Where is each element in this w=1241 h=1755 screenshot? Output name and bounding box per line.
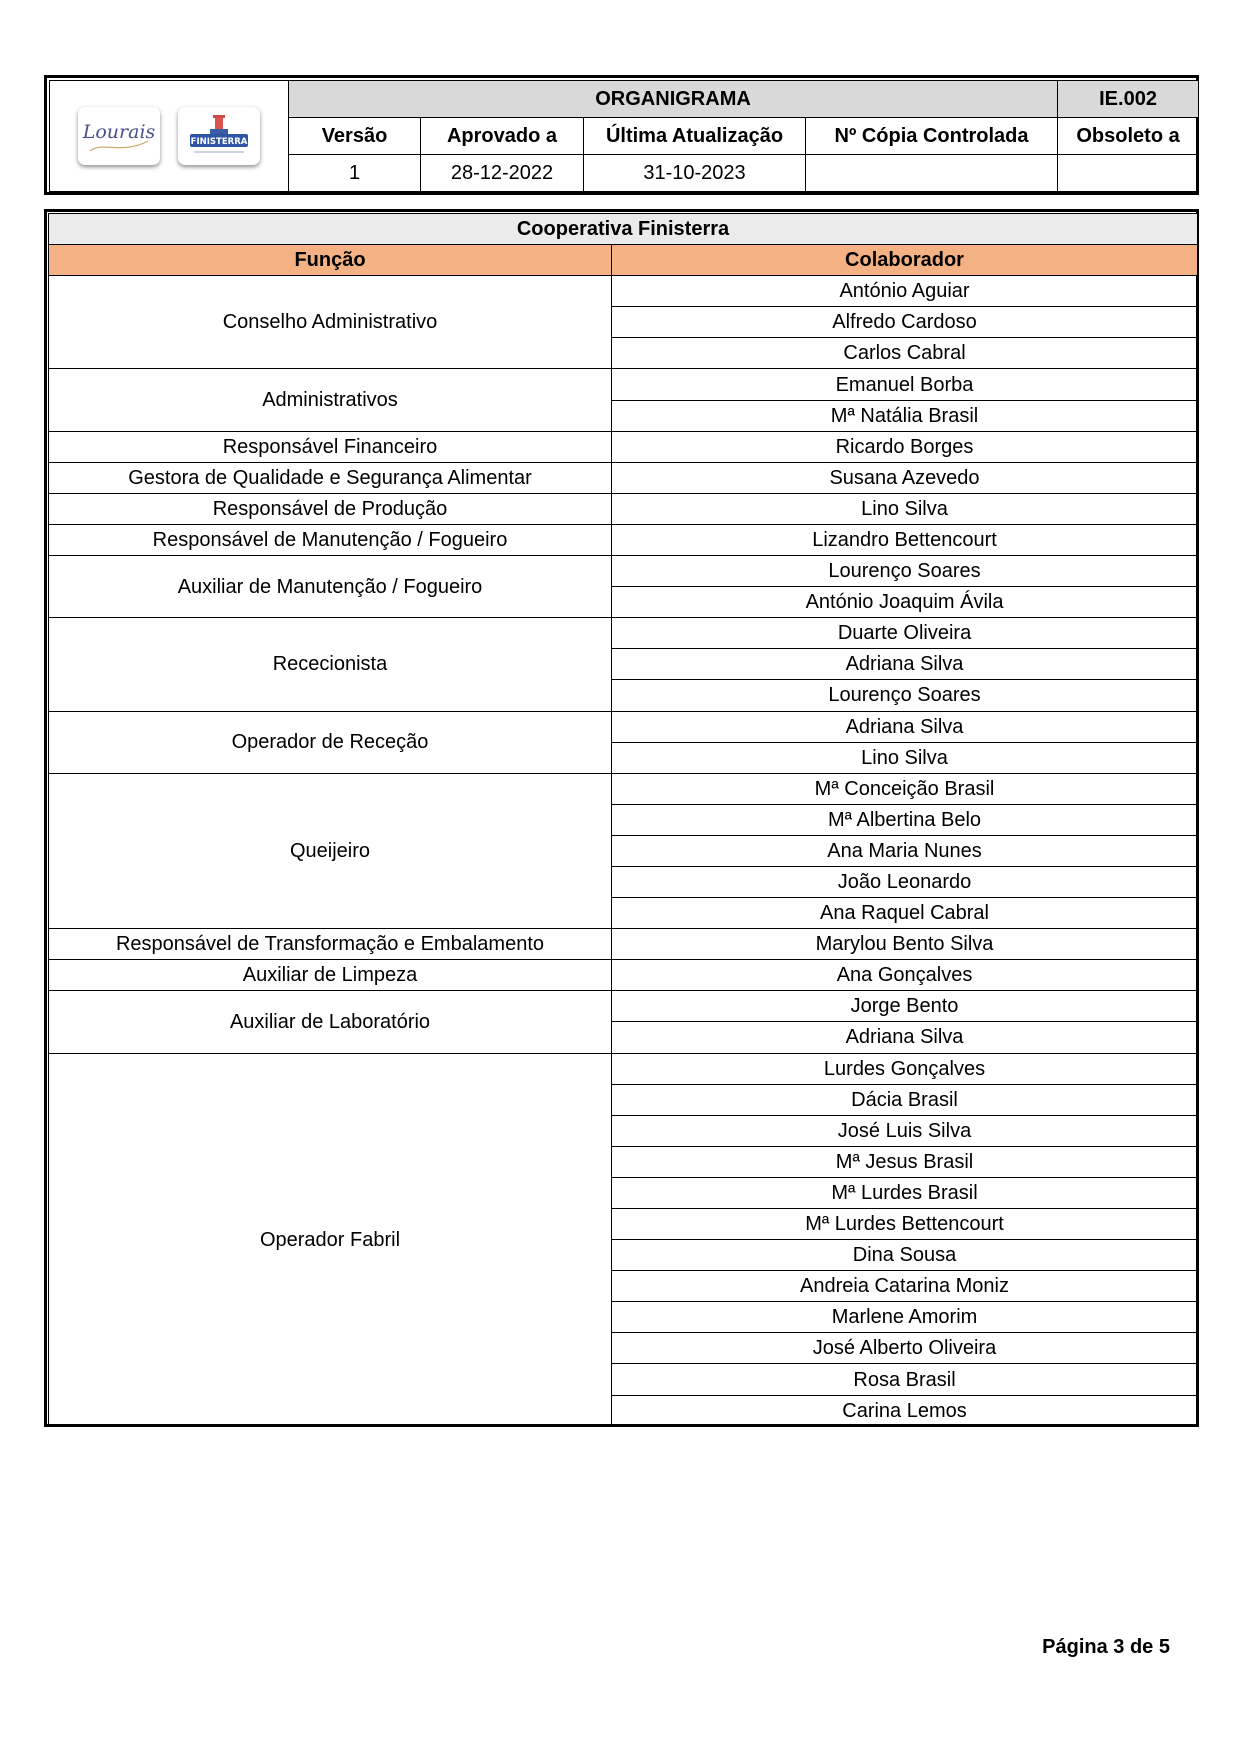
- collaborator-cell: Mª Lurdes Brasil: [612, 1177, 1198, 1208]
- collaborator-cell: Dácia Brasil: [612, 1084, 1198, 1115]
- collaborator-cell: Dina Sousa: [612, 1240, 1198, 1271]
- finisterra-logo-text: FINISTERRA: [190, 137, 248, 147]
- collaborator-cell: Lourenço Soares: [612, 680, 1198, 711]
- document-code: IE.002: [1058, 81, 1199, 118]
- finisterra-logo: [178, 107, 260, 165]
- function-cell: Auxiliar de Limpeza: [49, 960, 612, 991]
- collaborator-cell: Marylou Bento Silva: [612, 929, 1198, 960]
- table-row: [49, 960, 1198, 991]
- page-number: Página 3 de 5: [1042, 1636, 1170, 1658]
- header-col-version: Versão: [289, 118, 421, 155]
- table-row: [49, 929, 1198, 960]
- collaborator-cell: Lourenço Soares: [612, 556, 1198, 587]
- function-cell: Administrativos: [49, 369, 612, 431]
- table-row: [49, 991, 1198, 1022]
- collaborator-cell: Mª Conceição Brasil: [612, 773, 1198, 804]
- header-value-copy-number: [806, 155, 1058, 192]
- function-cell: Responsável de Produção: [49, 493, 612, 524]
- header-value-obsolete: [1058, 155, 1199, 192]
- collaborator-cell: Adriana Silva: [612, 1022, 1198, 1053]
- collaborator-cell: Emanuel Borba: [612, 369, 1198, 400]
- collaborator-cell: Mª Albertina Belo: [612, 804, 1198, 835]
- lourais-logo-text: Lourais: [82, 121, 156, 143]
- function-cell: Conselho Administrativo: [49, 276, 612, 369]
- collaborator-cell: João Leonardo: [612, 866, 1198, 897]
- table-header-row: [49, 245, 1198, 276]
- collaborator-cell: Carina Lemos: [612, 1395, 1198, 1426]
- collaborator-cell: José Alberto Oliveira: [612, 1333, 1198, 1364]
- column-header-collaborator: Colaborador: [612, 245, 1198, 276]
- collaborator-cell: Susana Azevedo: [612, 462, 1198, 493]
- header-value-last-update: 31-10-2023: [584, 155, 806, 192]
- table-row: [49, 462, 1198, 493]
- table-row: [49, 556, 1198, 587]
- header-col-last-update: Última Atualização: [584, 118, 806, 155]
- function-cell: Auxiliar de Manutenção / Fogueiro: [49, 556, 612, 618]
- collaborator-cell: Lurdes Gonçalves: [612, 1053, 1198, 1084]
- collaborator-cell: Alfredo Cardoso: [612, 307, 1198, 338]
- table-title-row: [49, 214, 1198, 245]
- collaborator-cell: Lizandro Bettencourt: [612, 524, 1198, 555]
- function-cell: Auxiliar de Laboratório: [49, 991, 612, 1053]
- collaborator-cell: Mª Lurdes Bettencourt: [612, 1209, 1198, 1240]
- function-cell: Responsável de Transformação e Embalamento: [49, 929, 612, 960]
- header-col-approved: Aprovado a: [421, 118, 584, 155]
- header-table: [49, 80, 1199, 192]
- document-title: ORGANIGRAMA: [289, 81, 1058, 118]
- table-row: [49, 493, 1198, 524]
- header-value-approved: 28-12-2022: [421, 155, 584, 192]
- function-cell: Operador de Receção: [49, 711, 612, 773]
- table-row: [49, 618, 1198, 649]
- collaborator-cell: Ricardo Borges: [612, 431, 1198, 462]
- table-row: [49, 431, 1198, 462]
- collaborator-cell: Andreia Catarina Moniz: [612, 1271, 1198, 1302]
- collaborator-cell: Mª Jesus Brasil: [612, 1146, 1198, 1177]
- function-cell: Operador Fabril: [49, 1053, 612, 1426]
- function-cell: Rececionista: [49, 618, 612, 711]
- header-col-obsolete: Obsoleto a: [1058, 118, 1199, 155]
- column-header-function: Função: [49, 245, 612, 276]
- collaborator-cell: Rosa Brasil: [612, 1364, 1198, 1395]
- table-row: [49, 524, 1198, 555]
- collaborator-cell: Adriana Silva: [612, 711, 1198, 742]
- collaborator-cell: António Aguiar: [612, 276, 1198, 307]
- function-cell: Gestora de Qualidade e Segurança Alimentar: [49, 462, 612, 493]
- function-cell: Queijeiro: [49, 773, 612, 928]
- collaborator-cell: Lino Silva: [612, 742, 1198, 773]
- collaborator-cell: Mª Natália Brasil: [612, 400, 1198, 431]
- collaborator-cell: Carlos Cabral: [612, 338, 1198, 369]
- organigram-table: [48, 213, 1198, 1427]
- organigram-table-frame: [44, 209, 1199, 1427]
- collaborator-cell: Duarte Oliveira: [612, 618, 1198, 649]
- function-cell: Responsável de Manutenção / Fogueiro: [49, 524, 612, 555]
- collaborator-cell: José Luis Silva: [612, 1115, 1198, 1146]
- logos-cell: [50, 81, 289, 192]
- table-row: [49, 711, 1198, 742]
- collaborator-cell: Jorge Bento: [612, 991, 1198, 1022]
- table-title: Cooperativa Finisterra: [49, 214, 1198, 245]
- collaborator-cell: Ana Gonçalves: [612, 960, 1198, 991]
- lourais-logo: [78, 107, 160, 165]
- table-row: [49, 369, 1198, 400]
- table-row: [49, 276, 1198, 307]
- collaborator-cell: Ana Raquel Cabral: [612, 898, 1198, 929]
- collaborator-cell: Marlene Amorim: [612, 1302, 1198, 1333]
- collaborator-cell: Lino Silva: [612, 493, 1198, 524]
- function-cell: Responsável Financeiro: [49, 431, 612, 462]
- header-col-copy-number: Nº Cópia Controlada: [806, 118, 1058, 155]
- header-value-version: 1: [289, 155, 421, 192]
- collaborator-cell: António Joaquim Ávila: [612, 587, 1198, 618]
- collaborator-cell: Adriana Silva: [612, 649, 1198, 680]
- collaborator-cell: Ana Maria Nunes: [612, 835, 1198, 866]
- table-row: [49, 773, 1198, 804]
- document-header: [44, 75, 1199, 195]
- table-row: [49, 1053, 1198, 1084]
